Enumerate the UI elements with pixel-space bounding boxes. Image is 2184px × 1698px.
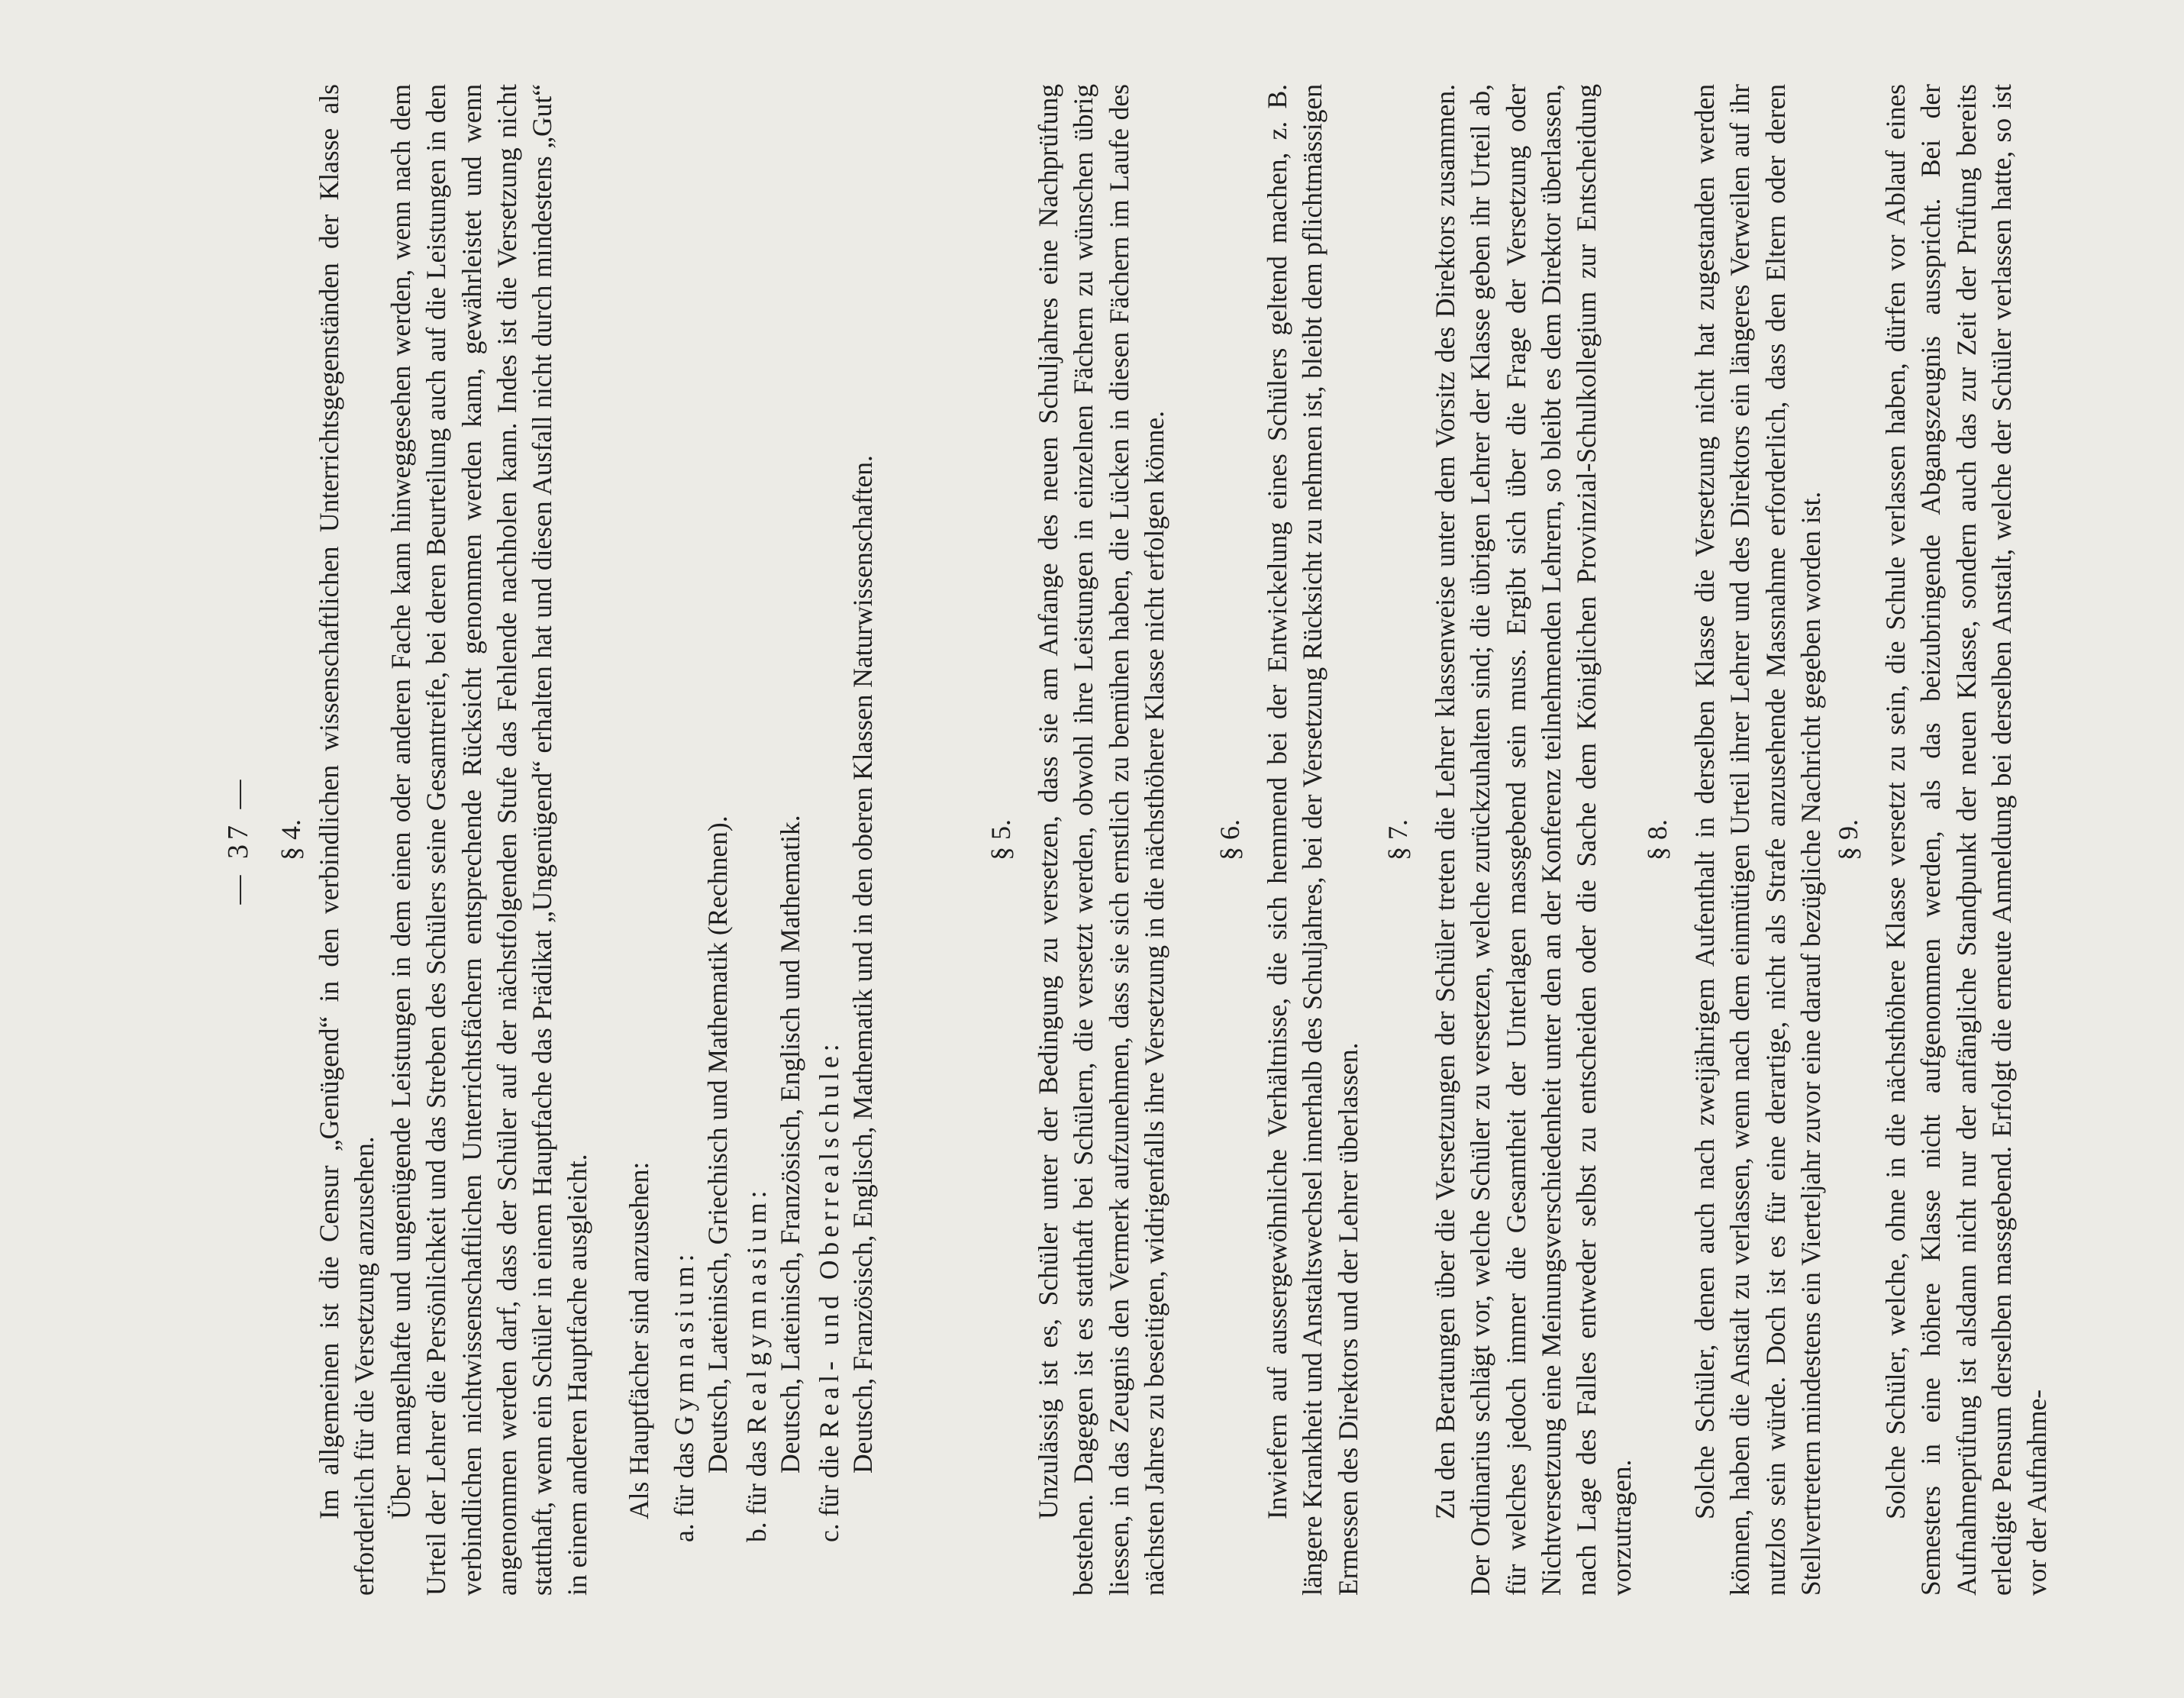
list-intro: Als Hauptfächer sind anzusehen: xyxy=(624,1161,654,1519)
section-heading-4: § 4. xyxy=(276,819,306,860)
section-heading-6: § 6. xyxy=(1215,819,1245,860)
section-heading-5: § 5. xyxy=(986,819,1016,860)
list-item-label: a. für das Gymnasium: xyxy=(668,1249,699,1542)
paragraph: Im allgemeinen ist die Censur „Genügend“ in den verbindlichen wissenschaftlichen Unterrichtsgegenständen der Klasse als erforderlich für die Versetzung anzusehen. xyxy=(314,84,380,1596)
paragraph: Zu den Beratungen über die Versetzungen der Schüler treten die Lehrer klassenweise unter dem Vorsitz des Direktors zusammen. Der Ordinarius schlägt vor, welche Schüler zu versetzen, welche zurückzuhalten sind; die übrigen Lehrer der Klasse geben ihr Urteil ab, für welches jedoch immer die Gesamtheit der Unterlagen massgebend sein muss. Ergibt sich über die Frage der Versetzung oder Nichtversetzung eine Meinungsverschiedenheit unter den an der Konferenz teilnehmenden Lehrern, so bleibt es dem Direktor überlassen, nach Lage des Falles entweder selbst zu entscheiden oder die Sache dem Königlichen Provinzial-Schulkollegium zur Entscheidung vorzutragen. xyxy=(1430,84,1637,1596)
list-item-subjects: Deutsch, Lateinisch, Griechisch und Mathematik (Rechnen). xyxy=(702,815,733,1474)
paragraph: Inwiefern auf aussergewöhnliche Verhältnisse, die sich hemmend bei der Entwickelung eines Schülers geltend machen, z. B. längere Krankheit und Anstaltswechsel innerhalb des Schuljahres, bei der Versetzung Rücksicht zu nehmen ist, bleibt dem pflichtmässigen Ermessen des Direktors und der Lehrer überlassen. xyxy=(1262,84,1363,1596)
section-heading-7: § 7. xyxy=(1382,819,1413,860)
list-item-subjects: Deutsch, Lateinisch, Französisch, Englisch und Mathematik. xyxy=(775,815,805,1474)
list-item-label: b. für das Realgymnasium: xyxy=(740,1186,772,1542)
rotated-page-content xyxy=(191,84,2053,1596)
paragraph: Solche Schüler, denen auch nach zweijährigem Aufenthalt in derselben Klasse die Versetzung nicht hat zugestanden werden können, haben die Anstalt zu verlassen, wenn nach dem einmütigen Urteil ihrer Lehrer und des Direktors ein längeres Verweilen auf ihr nutzlos sein würde. Doch ist es für eine derartige, nicht als Strafe anzusehende Massnahme erforderlich, dass den Eltern oder deren Stellvertretern mindestens ein Vierteljahr zuvor eine darauf bezügliche Nachricht gegeben worden ist. xyxy=(1689,84,1826,1596)
list-item-label: c. für die Real- und Oberrealschule: xyxy=(813,1039,844,1542)
main-subjects-list xyxy=(622,84,880,1596)
section-heading-9: § 9. xyxy=(1833,819,1863,860)
list-item-subjects: Deutsch, Französisch, Englisch, Mathematik und in den oberen Klassen Naturwissenschaften. xyxy=(847,455,878,1474)
paragraph: Über mangelhafte und ungenügende Leistungen in dem einen oder anderen Fache kann hinweggesehen werden, wenn nach dem Urteil der Lehrer die Persönlichkeit und das Streben des Schülers seine Gesamtreife, bei deren Beurteilung auch auf die Leistungen in den verbindlichen nichtwissenschaftlichen Unterrichtsfächern entsprechende Rücksicht genommen werden kann, gewährleistet und wenn angenommen werden darf, dass der Schüler auf der nächstfolgenden Stufe das Fehlende nachholen kann. Indes ist die Versetzung nicht statthaft, wenn ein Schüler in einem Hauptfache das Prädikat „Ungenügend“ erhalten hat und diesen Ausfall nicht durch mindestens „Gut“ in einem anderen Hauptfache ausgleicht. xyxy=(386,84,593,1596)
paragraph: Unzulässig ist es, Schüler unter der Bedingung zu versetzen, dass sie am Anfange des neuen Schuljahres eine Nachprüfung bestehen. Dagegen ist es statthaft bei Schülern, die versetzt werden, obwohl ihre Leistungen in einzelnen Fächern zu wünschen übrig liessen, in das Zeugnis den Vermerk aufzunehmen, dass sie sich ernstlich zu bemühen haben, die Lücken in diesen Fächern im Laufe des nächsten Jahres zu beseitigen, widrigenfalls ihre Versetzung in die nächsthöhere Klasse nicht erfolgen könne. xyxy=(1033,84,1169,1596)
section-heading-8: § 8. xyxy=(1642,819,1673,860)
paragraph: Solche Schüler, welche, ohne in die nächsthöhere Klasse versetzt zu sein, die Schule verlassen haben, dürfen vor Ablauf eines Semesters in eine höhere Klasse nicht aufgenommen werden, als das beizubringende Abgangszeugnis ausspricht. Bei der Aufnahmeprüfung ist alsdann nicht nur der anfängliche Standpunkt der neuen Klasse, sondern auch das zur Zeit der Prüfung bereits erledigte Pensum derselben massgebend. Erfolgt die erneute Anmeldung bei derselben Anstalt, welche der Schüler verlassen hatte, so ist vor der Aufnahme- xyxy=(1880,84,2053,1596)
page-number: — 37 — xyxy=(222,775,254,905)
